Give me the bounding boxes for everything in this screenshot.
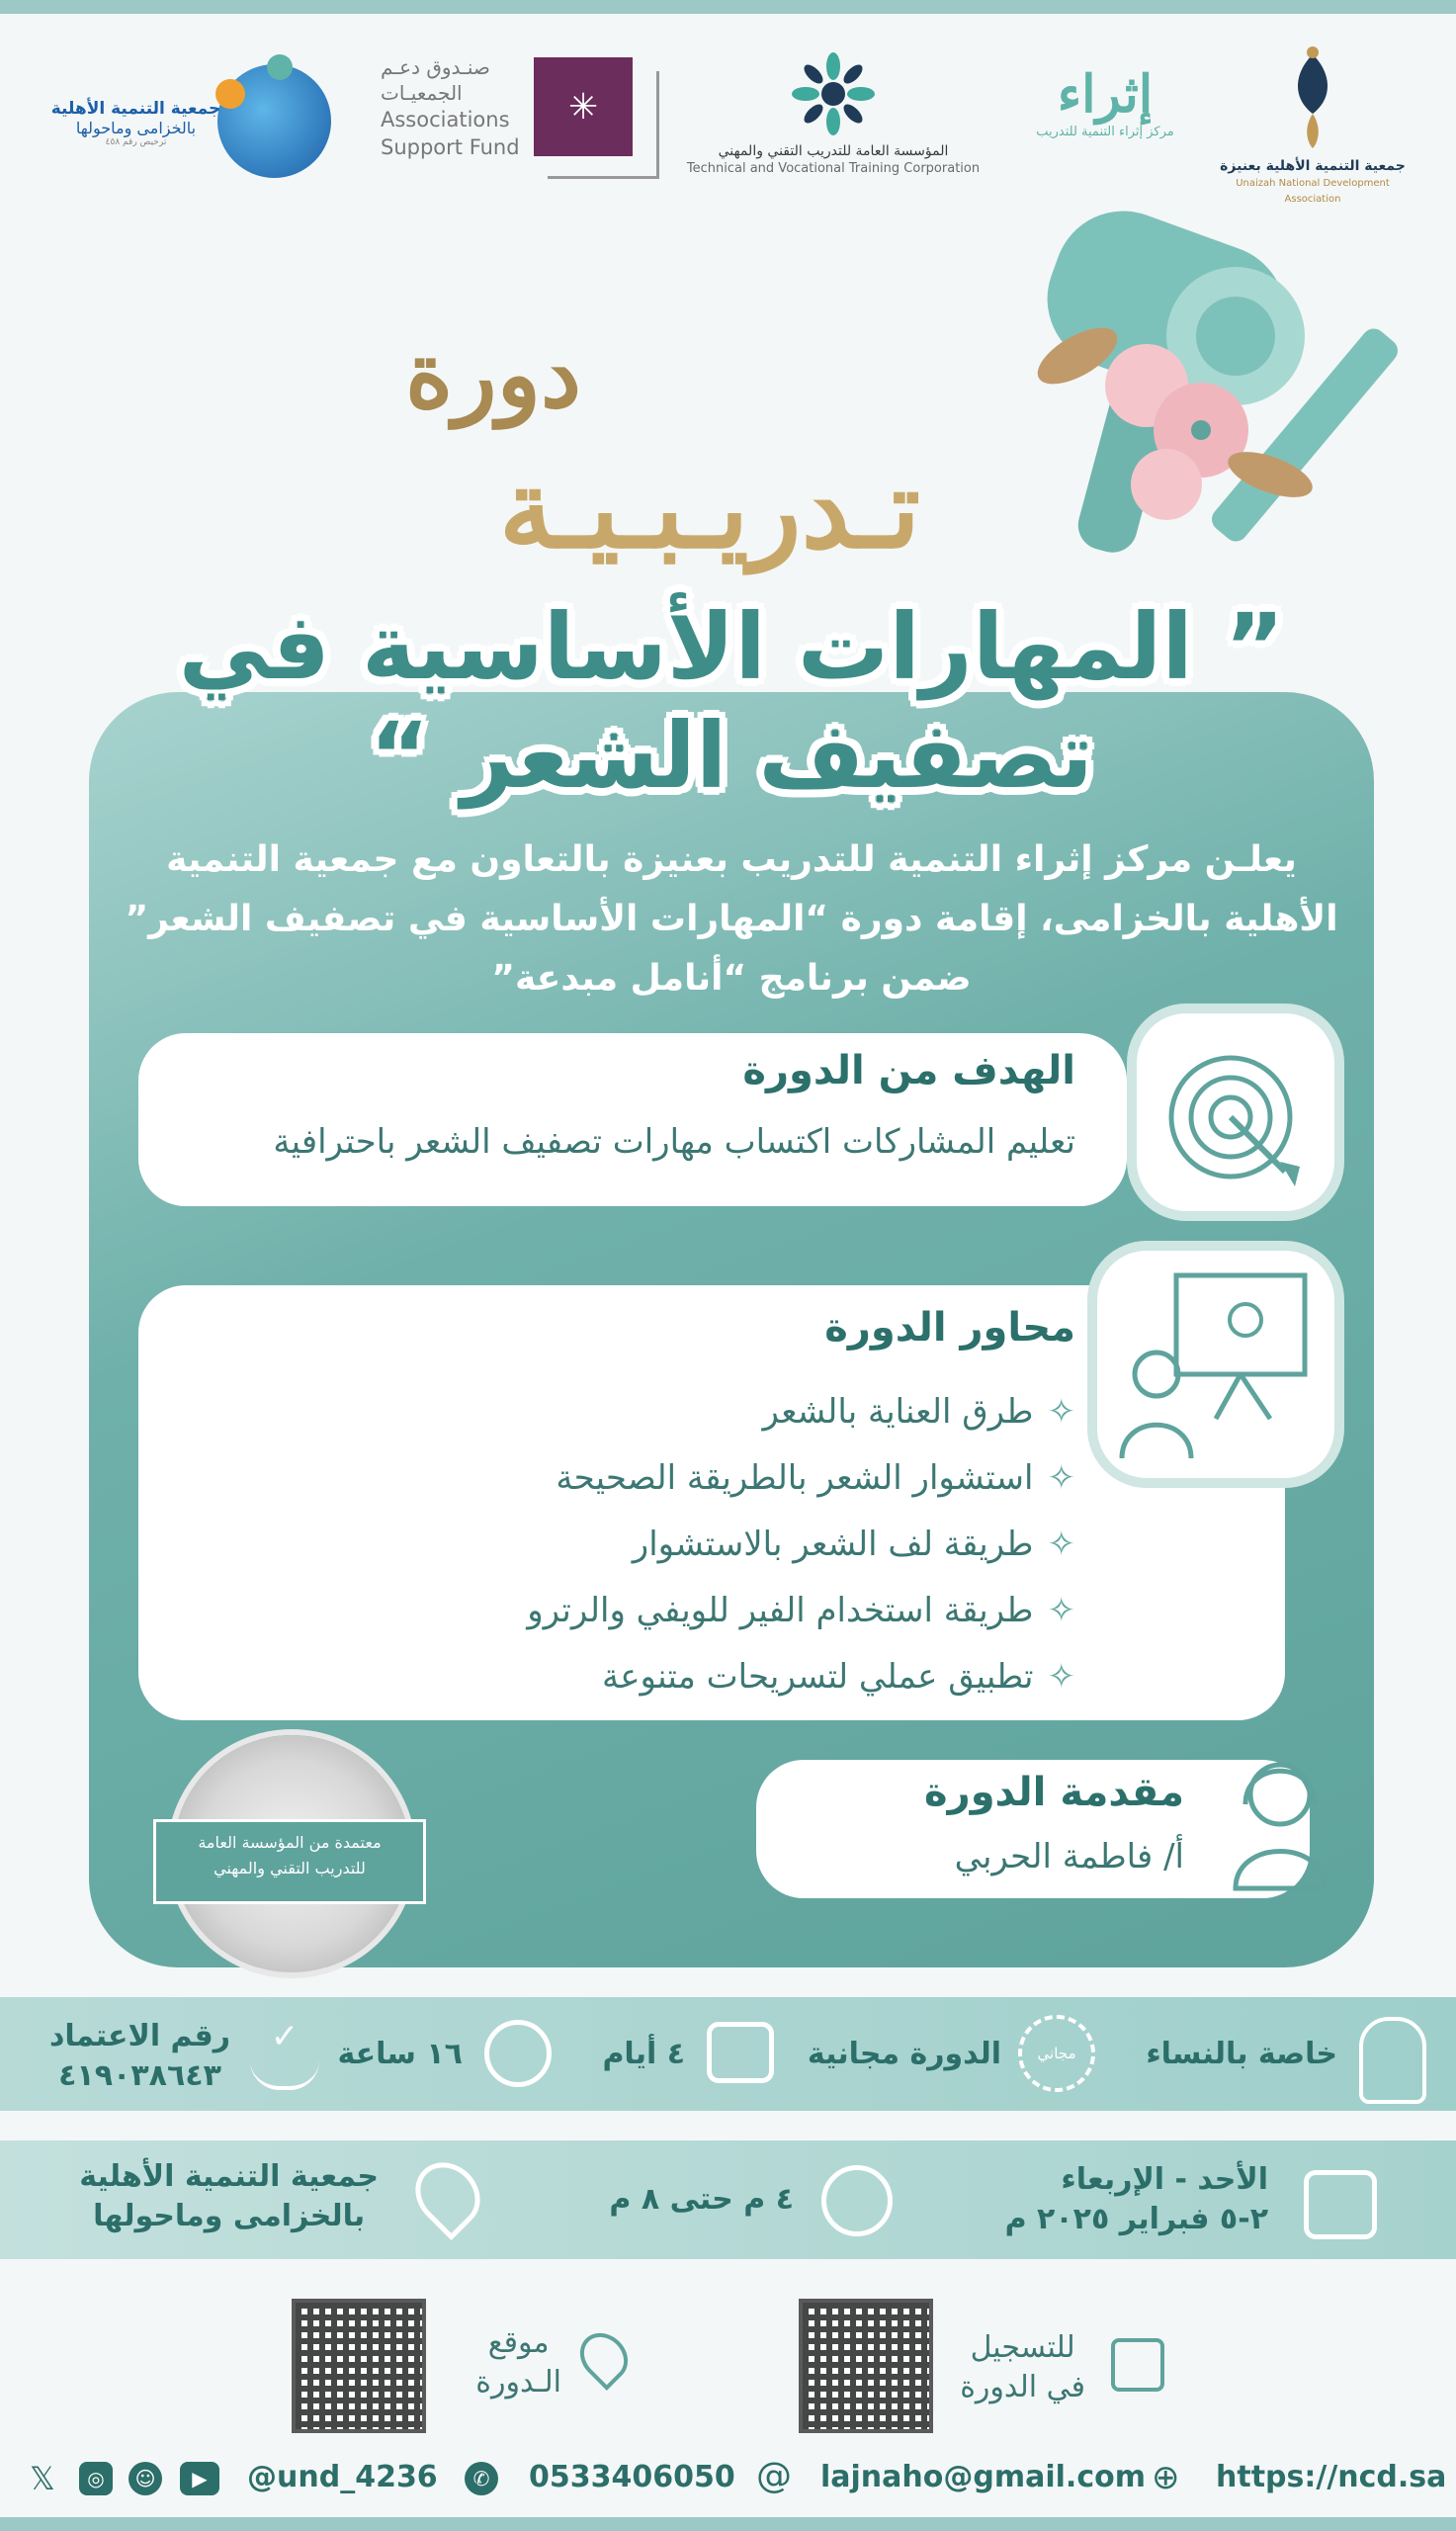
location-line-2: بالخزامى وماحولها bbox=[93, 2199, 366, 2233]
x-icon[interactable]: 𝕏 bbox=[30, 2460, 55, 2497]
snapchat-icon[interactable]: ☺ bbox=[128, 2462, 162, 2495]
globe-icon: ⊕ bbox=[1152, 2458, 1180, 2497]
days-label: الأحد - الإربعاء bbox=[1061, 2162, 1268, 2197]
top-border bbox=[0, 0, 1456, 14]
axes-item bbox=[527, 1445, 1075, 1512]
logo-unaizah bbox=[1209, 44, 1416, 208]
course-location bbox=[79, 2157, 379, 2236]
sparkle-icon: ✧ bbox=[1047, 1525, 1075, 1564]
dates-label: ٢-٥ فبراير ٢٠٢٥ م bbox=[1004, 2202, 1268, 2236]
intro-line-1: يعلـن مركز إثراء التنمية للتدريب بعنيزة بالتعاون مع جمعية التنمية bbox=[166, 839, 1297, 880]
course-dates bbox=[1005, 2160, 1268, 2239]
course-free: الدورة مجانية bbox=[807, 2037, 1001, 2071]
axes-item-text: طريقة استخدام الفير للويفي والرترو bbox=[527, 1591, 1034, 1630]
axes-list bbox=[527, 1379, 1075, 1710]
calendar-icon bbox=[1304, 2170, 1377, 2239]
course-hours: ١٦ ساعة bbox=[337, 2037, 463, 2071]
clock-icon bbox=[484, 2020, 552, 2087]
sparkle-icon: ✧ bbox=[1047, 1591, 1075, 1630]
title-tadribiya: تـدريـبـيـة bbox=[498, 445, 921, 572]
ithraa-logo-sub: مركز إثراء التنمية للتدريب bbox=[1036, 125, 1174, 139]
accreditation-label: رقم الاعتماد bbox=[48, 2019, 230, 2053]
bottom-border bbox=[0, 2517, 1456, 2531]
intro-line-3: ضمن برنامج “أنامل مبدعة” bbox=[491, 958, 972, 999]
sparkle-icon: ✧ bbox=[1047, 1458, 1075, 1498]
goal-heading: الهدف من الدورة bbox=[742, 1048, 1075, 1093]
website-link[interactable]: https://ncd.sa bbox=[1216, 2460, 1447, 2494]
footer-contacts bbox=[0, 2456, 1456, 2503]
axes-item-text: طريقة لف الشعر بالاستشوار bbox=[632, 1525, 1034, 1564]
tvtc-logo-icon bbox=[789, 49, 878, 138]
tvtc-logo-ar: المؤسسة العامة للتدريب التقني والمهني bbox=[718, 143, 949, 159]
seal-line-1: معتمدة من المؤسسة العامة bbox=[198, 1833, 382, 1852]
seal-band bbox=[153, 1819, 426, 1904]
asf-logo-en1: Associations bbox=[381, 108, 510, 131]
site-label bbox=[475, 2323, 561, 2402]
khuzama-logo-ar2: بالخزامى وماحولها bbox=[75, 119, 197, 137]
social-handle[interactable]: @und_4236 bbox=[247, 2460, 438, 2494]
axes-item-text: استشوار الشعر بالطريقة الصحيحة bbox=[556, 1458, 1034, 1498]
calendar-icon bbox=[707, 2022, 774, 2083]
logo-asf-mark bbox=[534, 57, 662, 181]
youtube-icon[interactable]: ▶ bbox=[180, 2462, 219, 2495]
women-only: خاصة بالنساء bbox=[1146, 2037, 1337, 2071]
instagram-icon[interactable]: ◎ bbox=[79, 2462, 113, 2495]
course-time: ٤ م حتى ٨ م bbox=[609, 2182, 794, 2217]
logo-ithraa bbox=[1036, 64, 1174, 140]
axes-item-text: تطبيق عملي لتسريحات متنوعة bbox=[602, 1657, 1034, 1697]
unaizah-logo-icon bbox=[1273, 44, 1352, 153]
phone-number[interactable]: 0533406050 bbox=[529, 2460, 735, 2494]
logo-asf-text bbox=[381, 54, 529, 161]
clock-icon bbox=[821, 2165, 893, 2236]
axes-heading: محاور الدورة bbox=[824, 1305, 1075, 1351]
axes-item bbox=[527, 1379, 1075, 1445]
khuzama-logo-ar1: جمعية التنمية الأهلية bbox=[50, 99, 221, 119]
accreditation-number: ٤١٩٠٣٨٦٤٣ bbox=[58, 2058, 221, 2093]
sparkle-icon: ✧ bbox=[1047, 1657, 1075, 1697]
axes-item bbox=[527, 1578, 1075, 1644]
location-qr-code[interactable] bbox=[292, 2299, 426, 2433]
asf-logo-en2: Support Fund bbox=[381, 135, 520, 159]
register-label bbox=[960, 2328, 1085, 2407]
email-icon: @ bbox=[756, 2456, 792, 2496]
hand-check-icon: ✓ bbox=[250, 2017, 319, 2090]
khuzama-logo-sub: ترخيص رقم ٤٥٨ bbox=[105, 137, 167, 147]
axes-icon-badge bbox=[1097, 1251, 1334, 1478]
intro-text bbox=[119, 830, 1344, 1008]
axes-item bbox=[527, 1644, 1075, 1710]
trainer-heading: مقدمة الدورة bbox=[924, 1770, 1184, 1815]
seal-line-2: للتدريب التقني والمهني bbox=[214, 1859, 366, 1877]
women-icon bbox=[1359, 2017, 1426, 2104]
tvtc-logo-en: Technical and Vocational Training Corporation bbox=[686, 161, 981, 176]
register-line-1: للتسجيل bbox=[970, 2330, 1075, 2365]
goal-text: تعليم المشاركات اكتساب مهارات تصفيف الشعر باحترافية bbox=[273, 1122, 1075, 1162]
email-address[interactable]: lajnaho@gmail.com bbox=[820, 2460, 1146, 2494]
axes-item bbox=[527, 1512, 1075, 1578]
trainer-icon-box bbox=[1206, 1740, 1354, 1898]
asf-logo-ar: صنـدوق دعـم الجمعيـات bbox=[381, 55, 490, 105]
course-days: ٤ أيام bbox=[602, 2037, 685, 2071]
location-line-1: جمعية التنمية الأهلية bbox=[79, 2159, 379, 2194]
register-qr-code[interactable] bbox=[799, 2299, 933, 2433]
goal-icon-badge bbox=[1137, 1013, 1334, 1211]
hair-dryer-illustration bbox=[988, 198, 1443, 593]
ithraa-logo-word: إثراء bbox=[1057, 64, 1154, 125]
accreditation bbox=[49, 2017, 230, 2096]
register-line-2: في الدورة bbox=[960, 2370, 1085, 2404]
unaizah-logo-en: Unaizah National Development Association bbox=[1236, 178, 1390, 205]
sparkle-icon: ✧ bbox=[1047, 1392, 1075, 1432]
site-line-2: الـدورة bbox=[475, 2365, 561, 2400]
target-icon bbox=[1137, 1013, 1334, 1211]
register-icon bbox=[1111, 2338, 1164, 2392]
presentation-icon bbox=[1097, 1251, 1334, 1478]
site-line-1: موقع bbox=[487, 2325, 550, 2360]
title-daura: دورة bbox=[404, 321, 581, 428]
course-title: ” المهارات الأساسية في تصفيف الشعر “ bbox=[178, 594, 1285, 809]
logo-tvtc bbox=[685, 49, 982, 177]
axes-item-text: طرق العناية بالشعر bbox=[762, 1392, 1034, 1432]
woman-icon bbox=[1206, 1740, 1354, 1898]
unaizah-logo-ar: جمعية التنمية الأهلية بعنيزة bbox=[1220, 158, 1406, 174]
whatsapp-icon: ✆ bbox=[465, 2462, 498, 2495]
logo-khuzama bbox=[40, 54, 336, 193]
map-pin-icon bbox=[570, 2323, 638, 2391]
intro-line-2: الأهلية بالخزامى، إقامة دورة “المهارات الأساسية في تصفيف الشعر” bbox=[125, 899, 1338, 939]
trainer-name: أ/ فاطمة الحربي bbox=[954, 1837, 1184, 1876]
free-badge-icon: مجاني bbox=[1018, 2015, 1095, 2092]
palm-icon: ✳ bbox=[568, 87, 599, 128]
